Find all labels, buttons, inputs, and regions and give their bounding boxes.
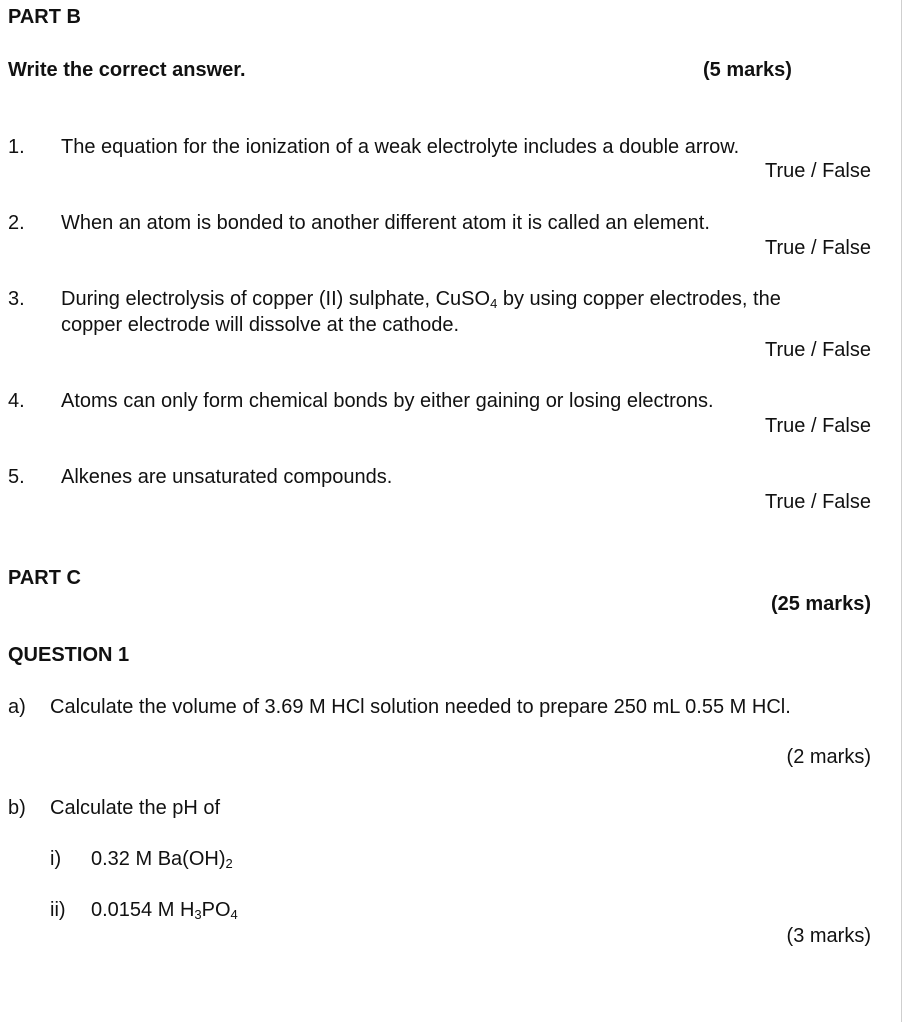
question-number: 4. [8, 390, 25, 412]
question-text: Alkenes are unsaturated compounds. [61, 466, 393, 488]
question-1-heading: QUESTION 1 [8, 644, 130, 666]
part-b-heading: PART B [8, 6, 81, 28]
item-text: 0.0154 M $H_3PO_4$ [91, 899, 238, 922]
question-number: 3. [8, 288, 25, 310]
true-false-answer[interactable]: True / False [765, 339, 871, 361]
question-text: When an atom is bonded to another different atom it is called an element. [61, 212, 710, 234]
true-false-answer[interactable]: True / False [765, 415, 871, 437]
part-c-marks: (25 marks) [770, 593, 871, 615]
sub-question-text: Calculate the pH of [50, 797, 221, 819]
question-number: 1. [8, 136, 25, 158]
question-number: 2. [8, 212, 25, 234]
part-c-heading: PART C [8, 567, 81, 589]
page-edge-rule [901, 0, 902, 1022]
part-b-marks: (5 marks) [703, 59, 792, 81]
sub-question-marks: (3 marks) [786, 925, 871, 947]
true-false-answer[interactable]: True / False [765, 160, 871, 182]
item-label: ii) [50, 899, 66, 921]
sub-question-text: Calculate the volume of 3.69 M HCl solution needed to prepare 250 mL 0.55 M HCl. [50, 696, 791, 718]
question-text: Atoms can only form chemical bonds by either gaining or losing electrons. [61, 390, 714, 412]
question-text-line-1: During electrolysis of copper (II) sulphate, CuSO$_4$ by using copper electrodes, the [61, 288, 781, 311]
question-text: The equation for the ionization of a weak electrolyte includes a double arrow. [61, 136, 740, 158]
true-false-answer[interactable]: True / False [765, 491, 871, 513]
part-b-instruction: Write the correct answer. [8, 59, 246, 81]
true-false-answer[interactable]: True / False [765, 237, 871, 259]
sub-question-label: b) [8, 797, 26, 819]
sub-question-label: a) [8, 696, 26, 718]
sub-question-marks: (2 marks) [786, 746, 871, 768]
question-number: 5. [8, 466, 25, 488]
item-label: i) [50, 848, 62, 870]
question-text-line-2: copper electrode will dissolve at the cathode. [61, 314, 460, 336]
item-text: 0.32 M $Ba(OH)_2$ [91, 848, 233, 871]
